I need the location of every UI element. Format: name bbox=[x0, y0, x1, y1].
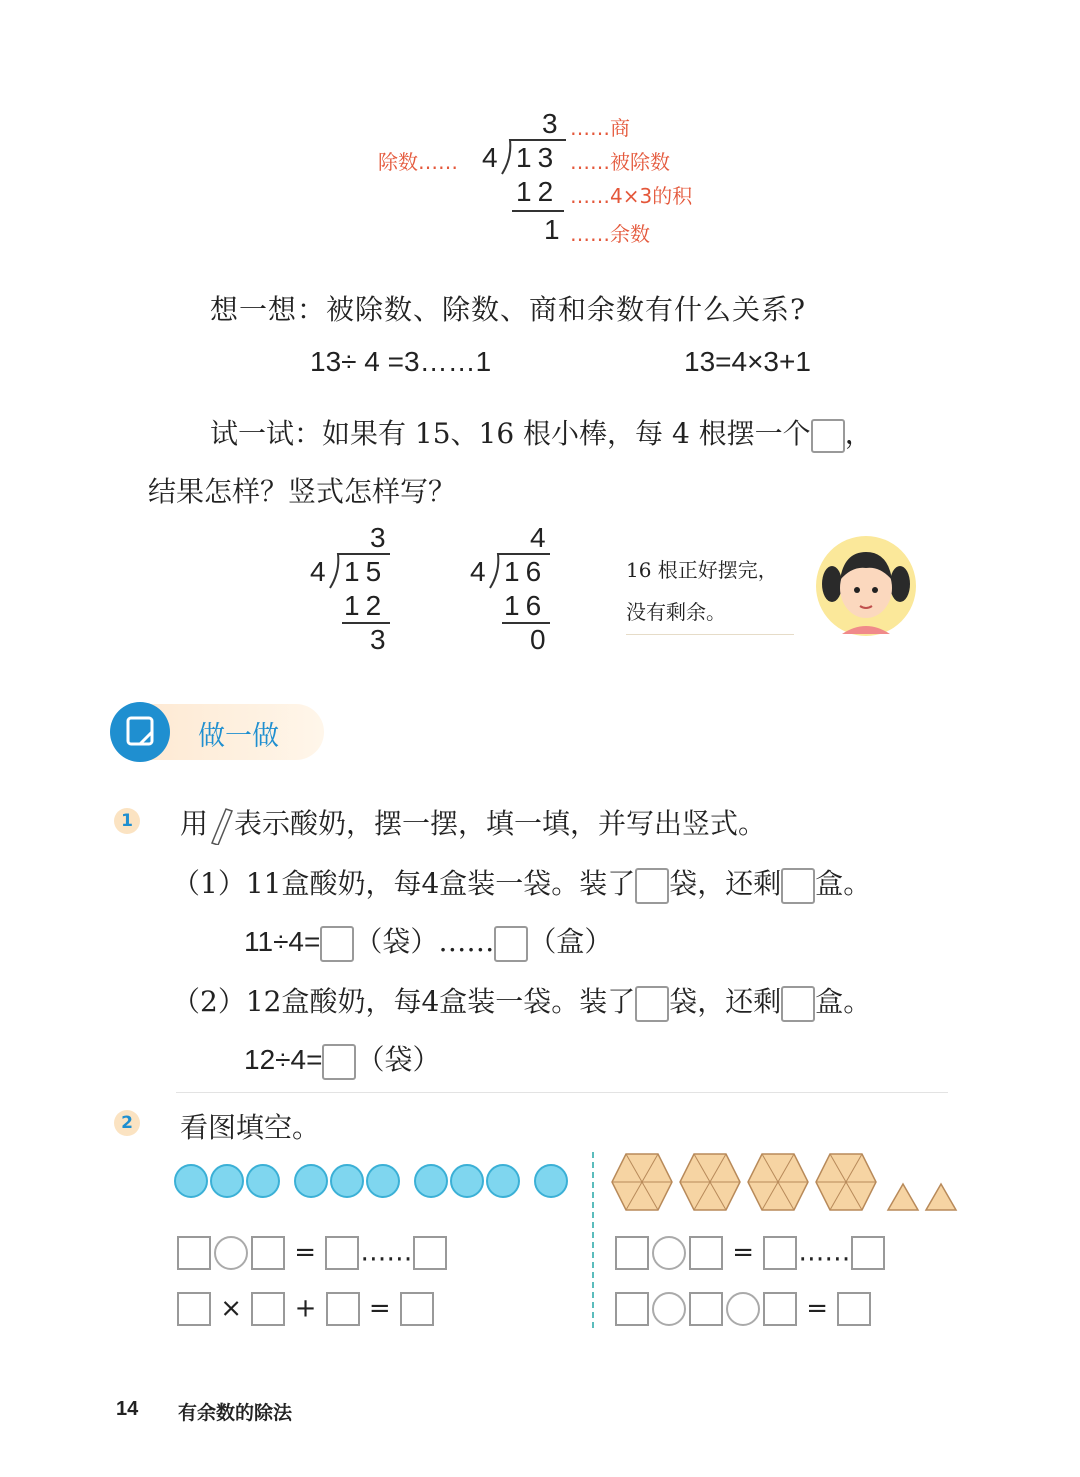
circle-group bbox=[534, 1164, 570, 1198]
q2-l2-box4[interactable] bbox=[400, 1292, 434, 1326]
q2-l1-eq: = bbox=[294, 1237, 317, 1268]
q2-r1-box3[interactable] bbox=[763, 1236, 797, 1270]
q1-p2-a: （2）12盒酸奶，每4盒装一袋。装了 bbox=[172, 985, 636, 1018]
q1-p1-left-box[interactable] bbox=[781, 868, 815, 904]
hexagon-shape bbox=[814, 1152, 878, 1212]
q2-left-eq2 bbox=[176, 1292, 435, 1326]
diagram-product: 12 bbox=[516, 176, 560, 207]
think-eq-right: 13=4×3+1 bbox=[684, 346, 811, 377]
q2-l2-eq: = bbox=[368, 1293, 391, 1324]
ldB-product: 16 bbox=[504, 590, 548, 621]
q1-p2-b: 袋，还剩 bbox=[669, 985, 782, 1018]
q1-p2-left-box[interactable] bbox=[781, 986, 815, 1022]
q2-shapes bbox=[610, 1152, 958, 1216]
circle-group bbox=[414, 1164, 522, 1198]
page-number: 14 bbox=[116, 1398, 139, 1420]
q1-p2-c: 盒。 bbox=[815, 985, 872, 1018]
speech-line1: 16 根正好摆完， bbox=[626, 558, 778, 582]
q2-right-eq2 bbox=[614, 1292, 872, 1326]
q2-r2-op2[interactable] bbox=[726, 1292, 760, 1326]
section-icon bbox=[110, 702, 170, 762]
label-remainder: ……余数 bbox=[570, 222, 650, 246]
ldA-quotient: 3 bbox=[370, 522, 386, 553]
try-box-shape bbox=[811, 419, 845, 453]
think-eq-left: 13÷ 4 =3……1 bbox=[310, 346, 492, 377]
q1-p2-eq-box1[interactable] bbox=[322, 1044, 356, 1080]
q1-p1-eq-box1[interactable] bbox=[320, 926, 354, 962]
try-line1 bbox=[210, 412, 873, 453]
q2-r2-box1[interactable] bbox=[615, 1292, 649, 1326]
q2-r1-eq: = bbox=[732, 1237, 755, 1268]
q2-l1-op[interactable] bbox=[214, 1236, 248, 1270]
try-line2: 结果怎样？竖式怎样写？ bbox=[148, 475, 457, 508]
circle-group bbox=[294, 1164, 402, 1198]
q1-p2-eq-b: （袋） bbox=[356, 1043, 441, 1076]
q1-p1-eq-a: 11÷4= bbox=[244, 926, 321, 957]
q1-p1-eq-b: （袋）…… bbox=[354, 925, 495, 958]
q1-badge: 1 bbox=[114, 808, 140, 834]
label-quotient: ……商 bbox=[570, 116, 630, 140]
q2-r1-dots: …… bbox=[798, 1237, 851, 1268]
q1-p1-a: （1）11盒酸奶，每4盒装一袋。装了 bbox=[172, 867, 636, 900]
blue-circle bbox=[246, 1164, 280, 1198]
q1-text-before: 用 bbox=[180, 807, 209, 840]
q2-l2-box3[interactable] bbox=[326, 1292, 360, 1326]
ldB-divisor: 4 bbox=[470, 556, 486, 587]
blue-circle bbox=[534, 1164, 568, 1198]
q1-part1-eq bbox=[244, 920, 612, 962]
blue-circle bbox=[486, 1164, 520, 1198]
q2-right-eq1 bbox=[614, 1236, 886, 1270]
q2-l1-box4[interactable] bbox=[413, 1236, 447, 1270]
q1-part1 bbox=[172, 862, 871, 904]
blue-circle bbox=[330, 1164, 364, 1198]
diagram-quotient: 3 bbox=[542, 108, 558, 139]
q2-l1-box1[interactable] bbox=[177, 1236, 211, 1270]
q1-p2-bags-box[interactable] bbox=[635, 986, 669, 1022]
q2-r2-eq: = bbox=[806, 1293, 829, 1324]
q1-p1-c: 盒。 bbox=[815, 867, 872, 900]
q1-p1-eq-c: （盒） bbox=[528, 925, 613, 958]
diagram-divisor: 4 bbox=[482, 142, 498, 173]
hexagon-shape bbox=[610, 1152, 674, 1212]
try-line1-text: 试一试：如果有 15、16 根小棒，每 4 根摆一个 bbox=[210, 417, 811, 450]
q1-part2 bbox=[172, 980, 871, 1022]
q1-p2-eq-a: 12÷4= bbox=[244, 1044, 323, 1075]
diagram-dividend: 13 bbox=[516, 142, 560, 173]
triangle-shape bbox=[924, 1182, 958, 1212]
diagram-remainder: 1 bbox=[544, 214, 560, 245]
q1-p1-b: 袋，还剩 bbox=[669, 867, 782, 900]
q1-text bbox=[180, 802, 766, 845]
label-dividend: ……被除数 bbox=[570, 150, 670, 174]
ldA-dividend: 15 bbox=[344, 556, 388, 587]
q2-r2-box4[interactable] bbox=[837, 1292, 871, 1326]
ldB-remainder: 0 bbox=[530, 624, 546, 655]
q2-left-eq1 bbox=[176, 1236, 448, 1270]
ldA-remainder: 3 bbox=[370, 624, 386, 655]
q2-l2-box1[interactable] bbox=[177, 1292, 211, 1326]
footer-title: 有余数的除法 bbox=[178, 1402, 293, 1424]
blue-circle bbox=[450, 1164, 484, 1198]
triangle-shape bbox=[886, 1182, 920, 1212]
hexagon-shape bbox=[746, 1152, 810, 1212]
ldA-divisor: 4 bbox=[310, 556, 326, 587]
blue-circle bbox=[414, 1164, 448, 1198]
q2-r1-op[interactable] bbox=[652, 1236, 686, 1270]
q2-l1-dots: …… bbox=[360, 1237, 413, 1268]
q2-badge: 2 bbox=[114, 1110, 140, 1136]
diagram-rule bbox=[512, 210, 564, 212]
label-product: ……4×3的积 bbox=[570, 184, 693, 208]
blue-circle bbox=[210, 1164, 244, 1198]
section-title: 做一做 bbox=[198, 721, 279, 752]
speech-line2: 没有剩余。 bbox=[626, 600, 726, 624]
ldA-product: 12 bbox=[344, 590, 388, 621]
blue-circle bbox=[294, 1164, 328, 1198]
q2-r2-box3[interactable] bbox=[763, 1292, 797, 1326]
notepad-icon bbox=[110, 702, 170, 762]
q2-r1-box4[interactable] bbox=[851, 1236, 885, 1270]
q2-l2-times: × bbox=[220, 1293, 243, 1324]
girl-avatar bbox=[814, 534, 918, 638]
q2-circles bbox=[174, 1164, 582, 1204]
speech-underline bbox=[626, 634, 794, 635]
q2-r1-box2[interactable] bbox=[689, 1236, 723, 1270]
label-divisor: 除数…… bbox=[378, 150, 458, 174]
try-line1-end: ， bbox=[844, 417, 873, 450]
q1-p1-eq-box2[interactable] bbox=[494, 926, 528, 962]
ldB-quotient: 4 bbox=[530, 522, 546, 553]
q2-text: 看图填空。 bbox=[180, 1111, 321, 1144]
blue-circle bbox=[174, 1164, 208, 1198]
think-text: 想一想：被除数、除数、商和余数有什么关系? bbox=[210, 293, 807, 326]
q1-part2-eq bbox=[244, 1038, 440, 1080]
ldB-dividend: 16 bbox=[504, 556, 548, 587]
q2-l1-box2[interactable] bbox=[251, 1236, 285, 1270]
q1-text-after: 表示酸奶，摆一摆，填一填，并写出竖式。 bbox=[234, 807, 767, 840]
q2-vertical-divider bbox=[592, 1152, 594, 1328]
q2-l2-plus: + bbox=[294, 1293, 317, 1324]
hexagon-shape bbox=[678, 1152, 742, 1212]
circle-group bbox=[174, 1164, 282, 1198]
q2-l1-box3[interactable] bbox=[325, 1236, 359, 1270]
q-divider bbox=[176, 1092, 948, 1093]
q2-r2-box2[interactable] bbox=[689, 1292, 723, 1326]
q2-r2-op1[interactable] bbox=[652, 1292, 686, 1326]
q2-l2-box2[interactable] bbox=[251, 1292, 285, 1326]
yogurt-stick-icon bbox=[208, 807, 234, 845]
blue-circle bbox=[366, 1164, 400, 1198]
q2-r1-box1[interactable] bbox=[615, 1236, 649, 1270]
q1-p1-bags-box[interactable] bbox=[635, 868, 669, 904]
